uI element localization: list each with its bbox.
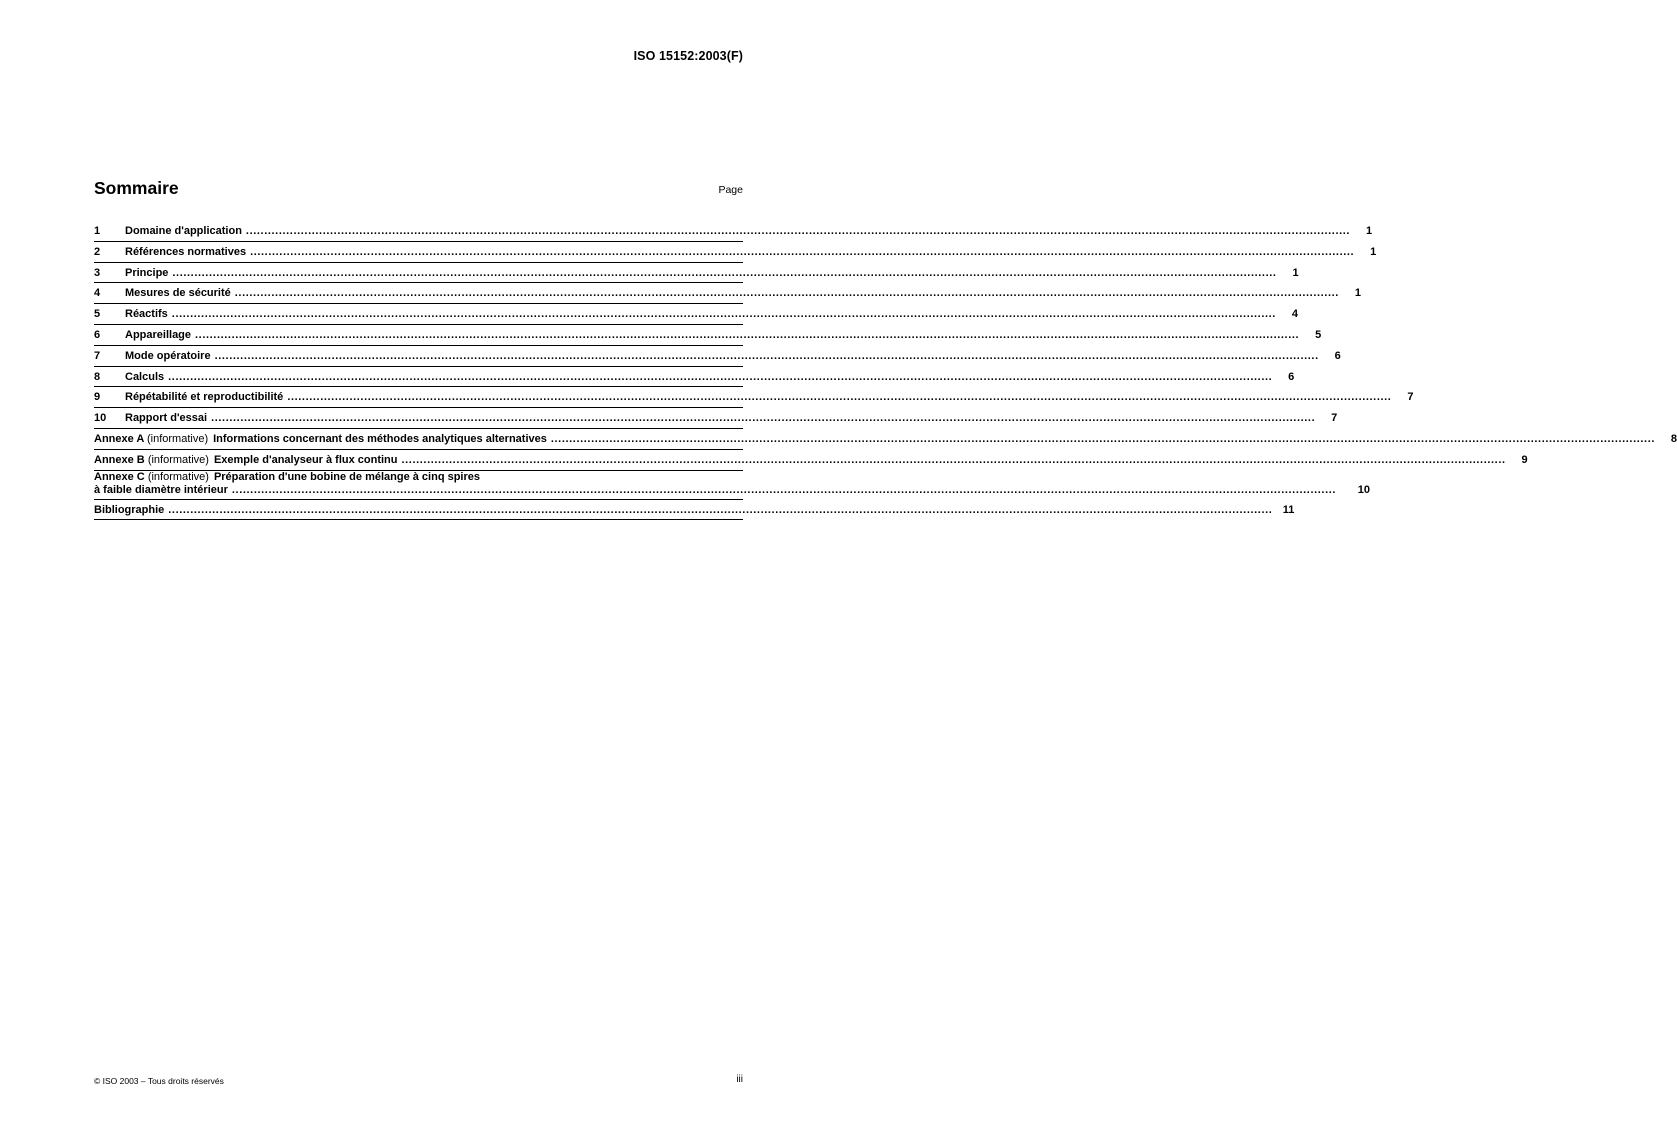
toc-entry-page: 8 xyxy=(1670,432,1677,445)
annex-label: Annexe A xyxy=(94,432,144,445)
toc-entry-annex-c[interactable] xyxy=(94,470,1371,500)
toc-entry-page: 9 xyxy=(1521,453,1528,466)
toc-entry-number: 8 xyxy=(94,370,101,383)
toc-entry-number: 2 xyxy=(94,245,101,258)
toc-entry-title: Calculs xyxy=(125,370,165,383)
annex-kind: (informative) xyxy=(146,432,209,445)
annex-label: Annexe B xyxy=(94,453,145,466)
toc-entry-title: Mesures de sécurité xyxy=(125,287,231,300)
toc-entry-clause-4[interactable] xyxy=(94,283,1361,304)
annex-kind: (informative) xyxy=(147,470,209,483)
toc-entry-number: 1 xyxy=(94,225,101,237)
page-number: iii xyxy=(736,1074,743,1085)
toc-entry-annex-a[interactable] xyxy=(94,429,1677,450)
toc-dot-leader xyxy=(211,408,1315,429)
toc-entry-page: 6 xyxy=(1334,349,1341,362)
toc-entry-title: Bibliographie xyxy=(94,503,165,516)
annex-kind: (informative) xyxy=(147,453,209,466)
toc-dot-leader xyxy=(172,263,1276,284)
toc-entry-title: Répétabilité et reproductibilité xyxy=(125,391,284,404)
toc-entry-clause-10[interactable] xyxy=(94,408,1338,429)
toc-dot-leader xyxy=(172,304,1276,325)
table-of-contents xyxy=(94,221,1677,520)
toc-entry-number: 7 xyxy=(94,349,101,362)
contents-heading-row xyxy=(94,178,743,204)
toc-entry-title: Principe xyxy=(125,266,169,279)
toc-entry-page: 1 xyxy=(1365,225,1373,237)
toc-entry-number: 4 xyxy=(94,287,101,300)
toc-dot-leader xyxy=(232,484,1336,497)
annex-title: Exemple d'analyseur à flux continu xyxy=(213,453,398,466)
toc-entry-number: 9 xyxy=(94,391,101,404)
copyright-notice: © ISO 2003 – Tous droits réservés xyxy=(94,1076,224,1086)
toc-dot-leader xyxy=(250,242,1354,263)
toc-entry-title: Appareillage xyxy=(125,328,192,341)
toc-annex-heading xyxy=(94,450,398,471)
toc-dot-leader xyxy=(235,283,1339,304)
toc-entry-title: Rapport d'essai xyxy=(125,412,208,425)
toc-dot-leader xyxy=(168,500,1272,521)
annex-first-line xyxy=(94,471,1370,484)
toc-entry-annex-b[interactable] xyxy=(94,450,1528,471)
toc-entry-page: 4 xyxy=(1291,308,1298,321)
toc-entry-clause-5[interactable] xyxy=(94,304,1298,325)
toc-entry-page: 1 xyxy=(1354,287,1361,300)
toc-entry-clause-9[interactable] xyxy=(94,387,1414,408)
toc-entry-page: 1 xyxy=(1292,266,1299,279)
toc-entry-clause-8[interactable] xyxy=(94,367,1295,388)
toc-entry-page: 10 xyxy=(1357,483,1371,496)
annex-title: Préparation d'une bobine de mélange à cinq spires xyxy=(213,470,481,483)
toc-entry-page: 1 xyxy=(1370,245,1377,258)
toc-entry-page: 11 xyxy=(1282,503,1295,516)
toc-dot-leader xyxy=(551,429,1655,450)
toc-dot-leader xyxy=(195,325,1299,346)
toc-entry-page: 7 xyxy=(1407,391,1414,404)
annex-title: Informations concernant des méthodes analytiques alternatives xyxy=(213,432,547,445)
toc-dot-leader xyxy=(168,367,1272,388)
toc-entry-clause-2[interactable] xyxy=(94,242,1377,263)
toc-entry-number: 10 xyxy=(94,412,107,425)
toc-entry-title: Références normatives xyxy=(125,245,247,258)
toc-annex-heading xyxy=(94,429,547,450)
toc-dot-leader xyxy=(287,387,1391,408)
document-id: ISO 15152:2003(F) xyxy=(633,49,743,63)
toc-dot-leader xyxy=(246,221,1350,242)
toc-entry-title: Réactifs xyxy=(125,308,168,321)
toc-entry-clause-6[interactable] xyxy=(94,325,1322,346)
toc-entry-title: Mode opératoire xyxy=(125,349,211,362)
toc-entry-clause-3[interactable] xyxy=(94,263,1299,284)
toc-entry-bibliography[interactable] xyxy=(94,500,1295,521)
toc-entry-number: 6 xyxy=(94,328,101,341)
annex-second-line xyxy=(94,484,1370,497)
toc-entry-page: 7 xyxy=(1331,412,1338,425)
toc-entry-page: 5 xyxy=(1315,328,1322,341)
annex-label: Annexe C xyxy=(94,470,145,483)
annex-title-continued: à faible diamètre intérieur xyxy=(94,483,228,496)
toc-dot-leader xyxy=(402,450,1506,471)
toc-entry-number: 5 xyxy=(94,308,101,321)
toc-entry-clause-7[interactable] xyxy=(94,346,1341,367)
toc-entry-clause-1[interactable] xyxy=(94,221,1373,242)
page-column-label: Page xyxy=(718,184,743,196)
toc-entry-page: 6 xyxy=(1288,370,1295,383)
toc-dot-leader xyxy=(215,346,1319,367)
contents-title: Sommaire xyxy=(94,178,179,198)
toc-entry-number: 3 xyxy=(94,266,101,279)
toc-annex-heading xyxy=(94,471,1370,497)
toc-entry-title: Domaine d'application xyxy=(125,225,242,237)
